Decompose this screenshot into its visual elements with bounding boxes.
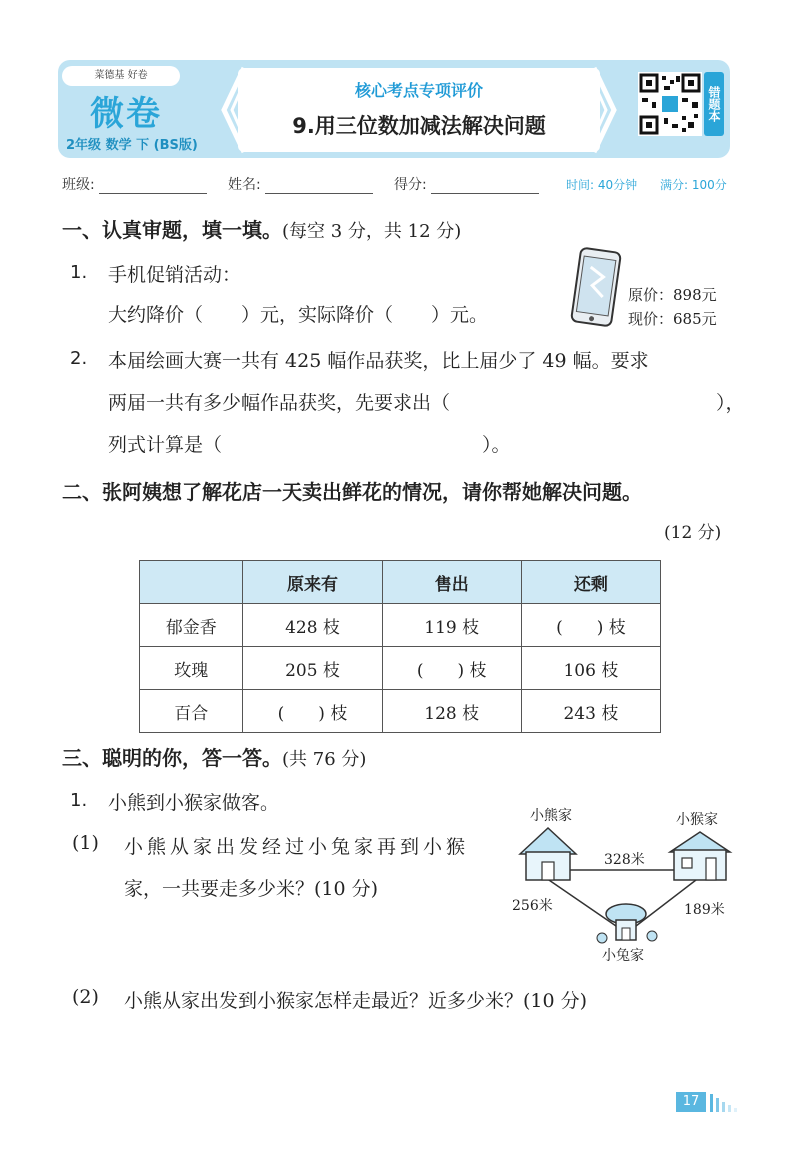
part3-heading: 三、聪明的你，答一答。 bbox=[62, 746, 282, 770]
phone-icon bbox=[566, 246, 626, 328]
sub2-number: (2) bbox=[72, 986, 99, 1008]
table-cell-blank[interactable]: ( ) 枝 bbox=[382, 647, 521, 690]
class-label: 班级: bbox=[62, 177, 95, 193]
part2-points: (12 分) bbox=[664, 523, 722, 543]
table-cell: 205 枝 bbox=[243, 647, 382, 690]
distance-bear-rabbit: 256米 bbox=[512, 898, 553, 914]
label-rabbit-home: 小兔家 bbox=[602, 948, 644, 964]
name-field[interactable] bbox=[228, 174, 373, 194]
part1-title bbox=[62, 214, 461, 243]
brand-title: 微卷 bbox=[90, 94, 162, 134]
part1-note: (每空 3 分，共 12 分) bbox=[282, 221, 462, 242]
q1-number: 1. bbox=[70, 262, 88, 283]
table-header-row bbox=[140, 561, 661, 604]
table-cell-blank[interactable]: ( ) 枝 bbox=[243, 690, 382, 733]
full-score: 满分: 100分 bbox=[660, 178, 727, 192]
page-number: 17 bbox=[676, 1092, 706, 1112]
qr-code-icon[interactable] bbox=[638, 72, 702, 136]
score-field[interactable] bbox=[394, 174, 539, 194]
route-map bbox=[506, 800, 746, 970]
q2-line3[interactable]: 列式计算是（ bbox=[108, 434, 223, 456]
q1-text: 手机促销活动： bbox=[108, 264, 242, 286]
table-header: 售出 bbox=[382, 561, 521, 604]
table-cell: 百合 bbox=[140, 690, 243, 733]
score-label: 得分: bbox=[394, 177, 427, 193]
bear-house-icon bbox=[520, 828, 576, 880]
q2-number: 2. bbox=[70, 348, 88, 369]
label-monkey-home: 小猴家 bbox=[676, 812, 718, 828]
monkey-house-icon bbox=[670, 832, 730, 880]
q2-line1: 本届绘画大赛一共有 425 幅作品获奖，比上届少了 49 幅。要求 bbox=[108, 350, 649, 372]
table-cell: 郁金香 bbox=[140, 604, 243, 647]
table-header: 还剩 bbox=[521, 561, 660, 604]
sub1-line2: 家，一共要走多少米？(10 分) bbox=[124, 878, 379, 900]
part3-note: (共 76 分) bbox=[282, 749, 367, 770]
table-cell: 119 枝 bbox=[382, 604, 521, 647]
rabbit-mushroom-house-icon bbox=[597, 904, 657, 943]
table-cell: 428 枝 bbox=[243, 604, 382, 647]
q2-line3-end: ）。 bbox=[482, 434, 511, 456]
sub1-line1: 小熊从家出发经过小兔家再到小猴 bbox=[124, 836, 470, 858]
table-row bbox=[140, 690, 661, 733]
p3-q1-text: 小熊到小猴家做客。 bbox=[108, 792, 280, 814]
distance-bear-monkey: 328米 bbox=[604, 852, 645, 868]
class-field[interactable] bbox=[62, 174, 207, 194]
label-bear-home: 小熊家 bbox=[530, 808, 572, 824]
time-limit: 时间: 40分钟 bbox=[566, 178, 638, 192]
p3-q1-number: 1. bbox=[70, 790, 88, 811]
q2-line2[interactable]: 两届一共有多少幅作品获奖，先要求出（ bbox=[108, 392, 451, 414]
current-price: 现价：685元 bbox=[628, 310, 717, 328]
flower-table bbox=[139, 560, 661, 733]
table-header bbox=[140, 561, 243, 604]
table-cell: 243 枝 bbox=[521, 690, 660, 733]
q2-line2-end: ）， bbox=[716, 392, 745, 414]
table-row bbox=[140, 647, 661, 690]
part1-heading: 一、认真审题，填一填。 bbox=[62, 218, 282, 242]
table-cell: 玫瑰 bbox=[140, 647, 243, 690]
table-cell: 128 枝 bbox=[382, 690, 521, 733]
name-label: 姓名: bbox=[228, 177, 261, 193]
grade-label: 2年级 数学 下 (BS版) bbox=[66, 138, 198, 153]
part3-title bbox=[62, 742, 366, 771]
kicker: 核心考点专项评价 bbox=[354, 81, 483, 100]
class-blank[interactable] bbox=[99, 177, 207, 194]
sub1-number: (1) bbox=[72, 832, 99, 854]
table-header: 原来有 bbox=[243, 561, 382, 604]
route-bear-rabbit bbox=[546, 878, 616, 926]
q1-answer-line[interactable]: 大约降价（ ）元，实际降价（ ）元。 bbox=[108, 304, 489, 326]
table-cell-blank[interactable]: ( ) 枝 bbox=[521, 604, 660, 647]
error-book-tag: 错题本 bbox=[704, 72, 724, 136]
sub2-text: 小熊从家出发到小猴家怎样走最近？近多少米？(10 分) bbox=[124, 990, 588, 1012]
brand-pill: 菜德基 好卷 bbox=[62, 66, 180, 86]
name-blank[interactable] bbox=[265, 177, 373, 194]
score-blank[interactable] bbox=[431, 177, 539, 194]
table-row bbox=[140, 604, 661, 647]
page-bars-icon bbox=[708, 1092, 738, 1112]
original-price: 原价：898元 bbox=[628, 286, 717, 304]
table-cell: 106 枝 bbox=[521, 647, 660, 690]
part2-title: 二、张阿姨想了解花店一天卖出鲜花的情况，请你帮她解决问题。 bbox=[62, 480, 642, 504]
distance-rabbit-monkey: 189米 bbox=[684, 902, 725, 918]
page-title: 9.用三位数加减法解决问题 bbox=[292, 114, 546, 138]
